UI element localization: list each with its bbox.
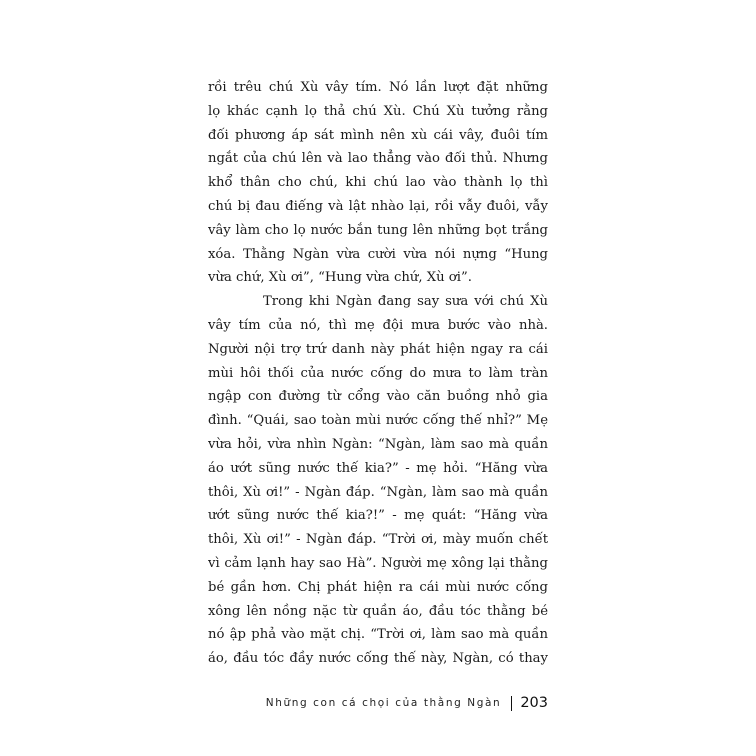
text-line: ngập con đường từ cổng vào căn buồng nhỏ gia (208, 389, 548, 405)
text-line: thôi, Xù ơi!” - Ngàn đáp. “Trời ơi, mày muốn chết (208, 532, 548, 548)
text-line: Người nội trợ trứ danh này phát hiện ngay ra cái (208, 341, 548, 357)
text-line: Trong khi Ngàn đang say sưa với chú Xù (263, 294, 548, 310)
page-footer (266, 695, 548, 711)
text-line: vừa chứ, Xù ơi”, “Hung vừa chứ, Xù ơi”. (208, 270, 472, 286)
text-line: rồi trêu chú Xù vây tím. Nó lần lượt đặt những (208, 80, 548, 95)
text-line: đình. “Quái, sao toàn mùi nước cống thế nhỉ?” Mẹ (208, 413, 548, 429)
text-line: lọ khác cạnh lọ thả chú Xù. Chú Xù tưởng rằng (208, 103, 548, 119)
text-line: khổ thân cho chú, khi chú lao vào thành lọ thì (208, 175, 548, 191)
text-line: nó ập phả vào mặt chị. “Trời ơi, làm sao mà quần (208, 627, 548, 643)
footer-divider (511, 696, 512, 711)
text-line: vừa hỏi, vừa nhìn Ngàn: “Ngàn, làm sao mà quần (208, 436, 548, 452)
text-line: xóa. Thằng Ngàn vừa cười vừa nói nựng “Hung (208, 246, 548, 262)
text-line: áo, đầu tóc đầy nước cống thế này, Ngàn, có thay (208, 651, 548, 667)
body-text (208, 76, 548, 671)
text-line: chú bị đau điếng và lật nhào lại, rồi vẫy đuôi, vẫy (208, 198, 548, 214)
text-line: thôi, Xù ơi!” - Ngàn đáp. “Ngàn, làm sao mà quần (208, 484, 548, 500)
text-line: ngắt của chú lên và lao thẳng vào đối thủ. Nhưng (208, 151, 548, 167)
text-line: mùi hôi thối của nước cống do mưa to làm tràn (208, 365, 548, 381)
text-line: vây tím của nó, thì mẹ đội mưa bước vào nhà. (208, 317, 548, 333)
text-line: áo ướt sũng nước thế kia?” - mẹ hỏi. “Hăng vừa (208, 460, 548, 476)
text-line: xông lên nồng nặc từ quần áo, đầu tóc thằng bé (208, 603, 548, 619)
page-number: 203 (520, 695, 548, 711)
paragraph-2 (208, 290, 548, 671)
paragraph-1 (208, 76, 548, 290)
text-line: vây làm cho lọ nước bắn tung lên những bọt trắng (208, 222, 548, 238)
text-line: vì cảm lạnh hay sao Hà”. Người mẹ xông lại thằng (208, 555, 548, 571)
text-line: bé gần hơn. Chị phát hiện ra cái mùi nước cống (208, 579, 548, 595)
text-line: ướt sũng nước thế kia?!” - mẹ quát: “Hăng vừa (208, 508, 548, 524)
running-title: Những con cá chọi của thằng Ngàn (265, 697, 502, 709)
text-line: đối phương áp sát mình nên xù cái vây, đuôi tím (208, 127, 548, 143)
